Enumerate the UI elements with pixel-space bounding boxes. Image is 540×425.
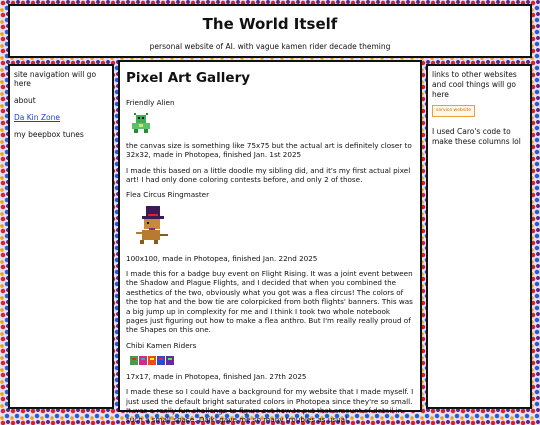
entry-title-alien: Friendly Alien [126,97,175,107]
left-sidebar [8,64,114,409]
entry-meta-alien: the canvas size is something like 75x75 but the actual art is definitely closer to 32x32, made in Photopea, finished Jan. 1st 2025 [126,140,412,160]
credit-text: I used Caro's code to make these columns lol [432,127,521,146]
chibi-riders-pixel-art-image [130,356,174,366]
entry-description-ringmaster: I made this for a badge buy event on Flight Rising. It was a joint event between the Shadow and Plague Flights, and I decided that when you combined the aesthetics of the two, obviously what you got was a flea circus! The colors of the top hat and the bow tie are colorpicked from both flights' banners. This was a big jump up in complexity for me and I think I took two whole notebook pages just figuring out how to make a flea anthro. But I'm really really proud of the Shapes on this one. [126,269,413,335]
entry-meta-chibi-riders: 17x17, made in Photopea, finished Jan. 27th 2025 [126,371,307,381]
nav-link-da-kin-zone[interactable]: Da Kin Zone [14,113,60,122]
nav-item-beepbox: my beepbox tunes [14,130,84,139]
entry-description-alien: I made this based on a little doodle my sibling did, and it's my first actual pixel art! I had only done coloring contests before, and only 2 of those. [126,165,411,184]
site-title: The World Itself [202,15,338,33]
right-sidebar [426,64,532,409]
page-title: Pixel Art Gallery [126,70,251,86]
flea-ringmaster-pixel-art-image [132,206,172,246]
entry-description-chibi-riders: I made these so I could have a background for my website that I made myself. I just used the default bright saturated colors in Photopea since they're so small. It was a really fun challenge to figure out how to put that amount of detail in such a small space. Daiki gave me so many troubles as usual. [126,387,414,425]
alien-pixel-art-image [130,113,152,135]
website-badge-button[interactable]: service website [432,105,475,117]
nav-item-about: about [14,96,36,105]
entry-title-ringmaster: Flea Circus Ringmaster [126,190,210,200]
links-placeholder-text: links to other websites and cool things will go here [432,70,517,99]
nav-placeholder-text: site navigation will go here [14,70,97,88]
entry-meta-ringmaster: 100x100, made in Photopea, finished Jan. 22nd 2025 [126,253,318,263]
main-content [118,60,422,425]
site-subtitle: personal website of AI. with vague kamen rider decade theming [149,42,391,51]
entry-title-chibi-riders: Chibi Kamen Riders [126,340,197,350]
site-header [8,4,532,58]
